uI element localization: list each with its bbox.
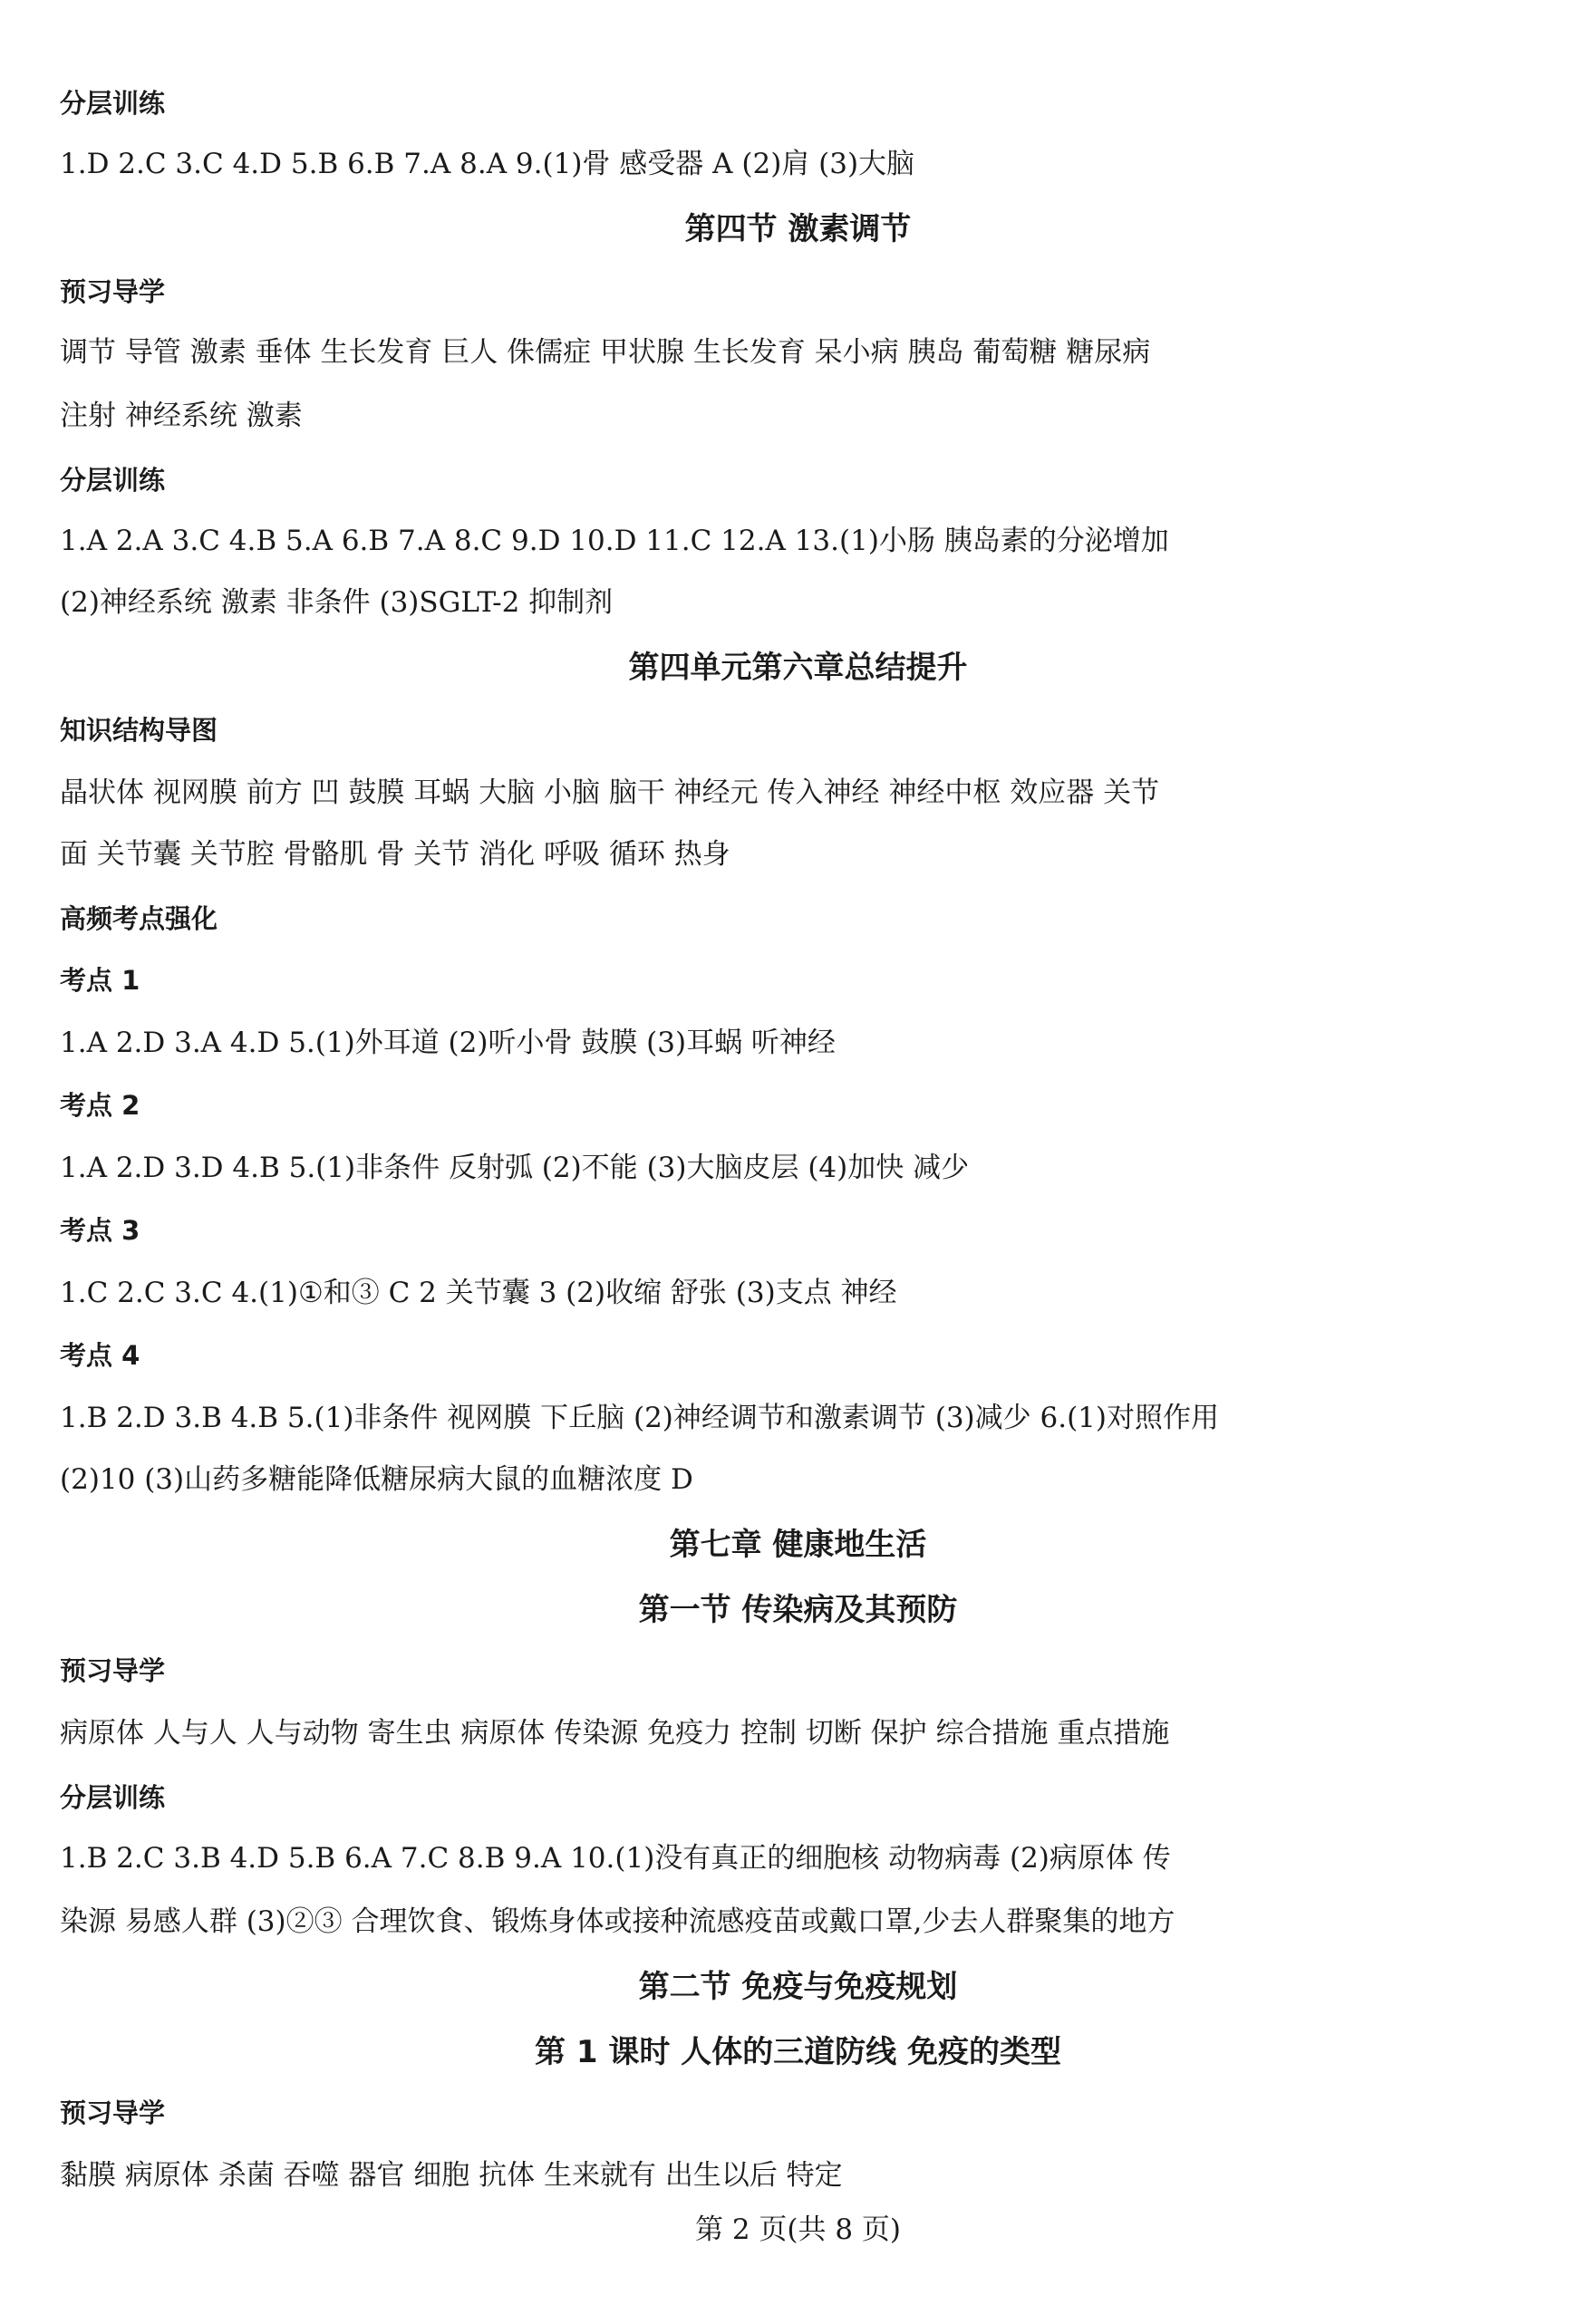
answer-line: 病原体 人与人 人与动物 寄生虫 病原体 传染源 免疫力 控制 切断 保护 综合措施 重点措施 [60,1717,1170,1750]
section-label-yuxi-1: 预习导学 [60,276,166,307]
section-label-gaopin: 高频考点强化 [60,903,218,934]
section-title-jisu: 第四节 激素调节 [684,211,912,247]
kaodian-label-3: 考点 3 [60,1215,140,1246]
section-title-chuanran: 第一节 传染病及其预防 [638,1592,958,1628]
kaodian-label-2: 考点 2 [60,1090,140,1121]
section-label-yuxi-2: 预习导学 [60,1655,166,1686]
section-title-unit-summary: 第四单元第六章总结提升 [628,650,968,686]
answer-line: (2)神经系统 激素 非条件 (3)SGLT-2 抑制剂 [60,586,614,619]
answer-line: 1.A 2.D 3.A 4.D 5.(1)外耳道 (2)听小骨 鼓膜 (3)耳蜗 听神经 [60,1027,836,1059]
section-title-mianyi: 第二节 免疫与免疫规划 [638,1969,958,2005]
section-label-fenceng-2: 分层训练 [60,465,166,496]
kaodian-label-4: 考点 4 [60,1340,140,1371]
lesson-title-one: 第 1 课时 人体的三道防线 免疫的类型 [534,2034,1061,2070]
answer-line: 1.A 2.A 3.C 4.B 5.A 6.B 7.A 8.C 9.D 10.D 11.C 12.A 13.(1)小肠 胰岛素的分泌增加 [60,525,1169,557]
section-label-fenceng-1: 分层训练 [60,88,166,119]
answer-line: 染源 易感人群 (3)②③ 合理饮食、锻炼身体或接种流感疫苗或戴口罩,少去人群聚集的地方 [60,1905,1175,1938]
section-label-fenceng-3: 分层训练 [60,1782,166,1813]
answer-line: 黏膜 病原体 杀菌 吞噬 器官 细胞 抗体 生来就有 出生以后 特定 [60,2159,843,2192]
answer-line: 注射 神经系统 激素 [60,400,303,432]
section-label-zhishi: 知识结构导图 [60,715,218,746]
answer-line: 1.B 2.C 3.B 4.D 5.B 6.A 7.C 8.B 9.A 10.(1)没有真正的细胞核 动物病毒 (2)病原体 传 [60,1842,1171,1875]
kaodian-label-1: 考点 1 [60,965,140,996]
answer-line: 调节 导管 激素 垂体 生长发育 巨人 侏儒症 甲状腺 生长发育 呆小病 胰岛 葡萄糖 糖尿病 [60,336,1151,369]
section-label-yuxi-3: 预习导学 [60,2097,166,2128]
chapter-title-seven: 第七章 健康地生活 [669,1527,927,1563]
answer-line: 晶状体 视网膜 前方 凹 鼓膜 耳蜗 大脑 小脑 脑干 神经元 传入神经 神经中枢 效应器 关节 [60,776,1160,809]
answer-line: 1.D 2.C 3.C 4.D 5.B 6.B 7.A 8.A 9.(1)骨 感受器 A (2)肩 (3)大脑 [60,148,915,180]
answer-line: 1.A 2.D 3.D 4.B 5.(1)非条件 反射弧 (2)不能 (3)大脑皮层 (4)加快 减少 [60,1152,970,1184]
answer-line: 1.B 2.D 3.B 4.B 5.(1)非条件 视网膜 下丘脑 (2)神经调节和激素调节 (3)减少 6.(1)对照作用 [60,1402,1219,1434]
answer-line: 面 关节囊 关节腔 骨骼肌 骨 关节 消化 呼吸 循环 热身 [60,838,730,871]
page-number-footer: 第 2 页(共 8 页) [694,2213,902,2246]
answer-line: 1.C 2.C 3.C 4.(1)①和③ C 2 关节囊 3 (2)收缩 舒张 (3)支点 神经 [60,1277,897,1309]
answer-line: (2)10 (3)山药多糖能降低糖尿病大鼠的血糖浓度 D [60,1463,693,1496]
